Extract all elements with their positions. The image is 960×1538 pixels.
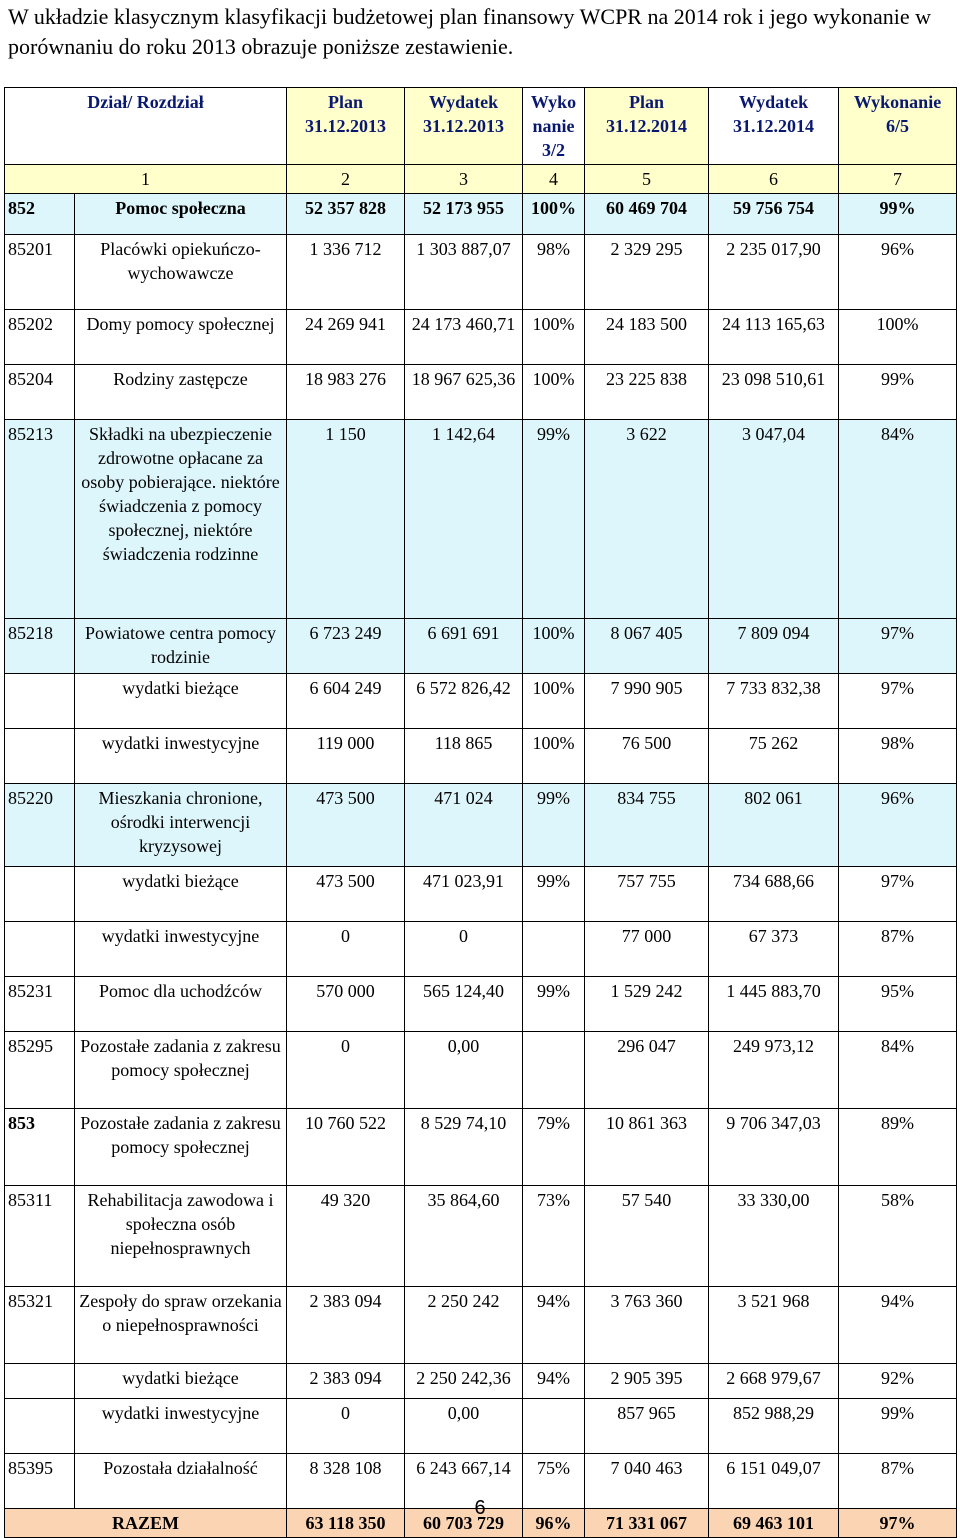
intro-paragraph: W układzie klasycznym klasyfikacji budżetowej plan finansowy WCPR na 2014 rok i jego wykonanie w porównaniu do roku 2013 obrazuje poniższe zestawienie.: [8, 4, 931, 59]
plan-2013-cell: 1 150: [287, 420, 405, 619]
header-wydatek-2013: [405, 88, 523, 165]
code-cell: [5, 867, 75, 922]
name-cell: Powiatowe centra pomocy rodzinie: [75, 619, 287, 674]
plan-2014-cell: 7 040 463: [585, 1454, 709, 1509]
header-plan-2013: [287, 88, 405, 165]
code-cell: [5, 729, 75, 784]
name-cell: Pozostałe zadania z zakresu pomocy społecznej: [75, 1032, 287, 1109]
wykonanie-6-5-cell: 89%: [839, 1109, 957, 1186]
plan-2014-cell: 7 990 905: [585, 674, 709, 729]
wydatek-2013-cell: 1 303 887,07: [405, 235, 523, 310]
plan-2014-cell: 57 540: [585, 1186, 709, 1287]
page-number: 6: [474, 1497, 486, 1519]
wykonanie-3-2-cell: 73%: [523, 1186, 585, 1287]
wykonanie-6-5-cell: 92%: [839, 1364, 957, 1399]
column-number: 1: [5, 165, 287, 194]
wykonanie-6-5-cell: 96%: [839, 235, 957, 310]
budget-table: [4, 87, 957, 1538]
plan-2013-cell: 1 336 712: [287, 235, 405, 310]
wydatek-2013-cell: 6 572 826,42: [405, 674, 523, 729]
code-cell: 85218: [5, 619, 75, 674]
plan-2013-cell: 2 383 094: [287, 1364, 405, 1399]
table-row: [5, 1399, 957, 1454]
table-row: [5, 922, 957, 977]
wydatek-2013-cell: 52 173 955: [405, 194, 523, 235]
wykonanie-6-5-cell: 100%: [839, 310, 957, 365]
name-cell: wydatki bieżące: [75, 674, 287, 729]
header-line: nanie: [532, 116, 575, 136]
wykonanie-6-5-cell: 94%: [839, 1287, 957, 1364]
code-cell: 85202: [5, 310, 75, 365]
table-row: [5, 784, 957, 867]
code-cell: 85295: [5, 1032, 75, 1109]
wykonanie-3-2-cell: 100%: [523, 194, 585, 235]
plan-2014-cell: 2 329 295: [585, 235, 709, 310]
table-row: [5, 194, 957, 235]
header-line: Wydatek: [738, 92, 809, 112]
table-row: [5, 420, 957, 619]
plan-2013-cell: 10 760 522: [287, 1109, 405, 1186]
wykonanie-6-5-cell: 97%: [839, 619, 957, 674]
code-cell: [5, 1364, 75, 1399]
wykonanie-3-2-cell: 100%: [523, 619, 585, 674]
table-row: [5, 235, 957, 310]
header-row: [5, 88, 957, 165]
wykonanie-3-2-cell: [523, 1399, 585, 1454]
wykonanie-3-2-cell: 79%: [523, 1109, 585, 1186]
name-cell: Pozostałe zadania z zakresu pomocy społecznej: [75, 1109, 287, 1186]
code-cell: 85204: [5, 365, 75, 420]
wydatek-2014-cell: 3 521 968: [709, 1287, 839, 1364]
wydatek-2013-cell: 6 691 691: [405, 619, 523, 674]
table-row: [5, 1287, 957, 1364]
plan-2013-cell: 24 269 941: [287, 310, 405, 365]
total-wykonanie-6-5: 97%: [839, 1509, 957, 1538]
wykonanie-6-5-cell: 87%: [839, 922, 957, 977]
plan-2014-cell: 857 965: [585, 1399, 709, 1454]
wydatek-2014-cell: 6 151 049,07: [709, 1454, 839, 1509]
code-cell: [5, 674, 75, 729]
wykonanie-3-2-cell: 94%: [523, 1364, 585, 1399]
plan-2014-cell: 757 755: [585, 867, 709, 922]
header-line: 31.12.2014: [606, 116, 688, 136]
column-number: 3: [405, 165, 523, 194]
plan-2014-cell: 8 067 405: [585, 619, 709, 674]
code-cell: 85220: [5, 784, 75, 867]
wydatek-2013-cell: 8 529 74,10: [405, 1109, 523, 1186]
plan-2013-cell: 52 357 828: [287, 194, 405, 235]
plan-2014-cell: 60 469 704: [585, 194, 709, 235]
code-cell: 85231: [5, 977, 75, 1032]
name-cell: Zespoły do spraw orzekania o niepełnosprawności: [75, 1287, 287, 1364]
wydatek-2014-cell: 67 373: [709, 922, 839, 977]
wydatek-2013-cell: 0,00: [405, 1032, 523, 1109]
name-cell: wydatki bieżące: [75, 867, 287, 922]
total-plan-2014: 71 331 067: [585, 1509, 709, 1538]
wydatek-2014-cell: 7 809 094: [709, 619, 839, 674]
plan-2013-cell: 18 983 276: [287, 365, 405, 420]
wydatek-2013-cell: 24 173 460,71: [405, 310, 523, 365]
code-cell: [5, 922, 75, 977]
code-cell: 85395: [5, 1454, 75, 1509]
plan-2013-cell: 0: [287, 1032, 405, 1109]
table-row: [5, 365, 957, 420]
table-row: [5, 619, 957, 674]
plan-2013-cell: 8 328 108: [287, 1454, 405, 1509]
table-row: [5, 1364, 957, 1399]
name-cell: Mieszkania chronione, ośrodki interwencji kryzysowej: [75, 784, 287, 867]
wydatek-2013-cell: 1 142,64: [405, 420, 523, 619]
wydatek-2014-cell: 802 061: [709, 784, 839, 867]
plan-2013-cell: 6 723 249: [287, 619, 405, 674]
wydatek-2014-cell: 2 235 017,90: [709, 235, 839, 310]
wydatek-2013-cell: 0: [405, 922, 523, 977]
header-line: Wykonanie: [853, 92, 942, 112]
wydatek-2014-cell: 24 113 165,63: [709, 310, 839, 365]
total-wydatek-2014: 69 463 101: [709, 1509, 839, 1538]
code-cell: 85213: [5, 420, 75, 619]
plan-2013-cell: 2 383 094: [287, 1287, 405, 1364]
name-cell: Pozostała działalność: [75, 1454, 287, 1509]
name-cell: Domy pomocy społecznej: [75, 310, 287, 365]
wykonanie-6-5-cell: 97%: [839, 674, 957, 729]
name-cell: Składki na ubezpieczenie zdrowotne opłacane za osoby pobierające. niektóre świadczenia z pomocy społecznej, niektóre świadczenia rodzinne: [75, 420, 287, 619]
header-plan-2014: [585, 88, 709, 165]
wydatek-2013-cell: 565 124,40: [405, 977, 523, 1032]
name-cell: Pomoc społeczna: [75, 194, 287, 235]
header-line: 31.12.2013: [423, 116, 505, 136]
header-line: Plan: [629, 92, 665, 112]
total-label: RAZEM: [5, 1509, 287, 1538]
name-cell: Placówki opiekuńczo-wychowawcze: [75, 235, 287, 310]
wykonanie-6-5-cell: 98%: [839, 729, 957, 784]
column-number: 4: [523, 165, 585, 194]
header-line: Wyko: [530, 92, 577, 112]
header-wykonanie-6-5: [839, 88, 957, 165]
plan-2014-cell: 296 047: [585, 1032, 709, 1109]
column-number: 7: [839, 165, 957, 194]
wykonanie-3-2-cell: [523, 922, 585, 977]
header-line: 3/2: [542, 140, 566, 160]
wykonanie-6-5-cell: 99%: [839, 365, 957, 420]
wydatek-2014-cell: 75 262: [709, 729, 839, 784]
wykonanie-6-5-cell: 84%: [839, 420, 957, 619]
total-wydatek-2013: 60 703 729: [405, 1509, 523, 1538]
wykonanie-3-2-cell: 94%: [523, 1287, 585, 1364]
wykonanie-6-5-cell: 96%: [839, 784, 957, 867]
wydatek-2014-cell: 23 098 510,61: [709, 365, 839, 420]
header-line: Wydatek: [428, 92, 499, 112]
wykonanie-3-2-cell: 99%: [523, 867, 585, 922]
plan-2014-cell: 834 755: [585, 784, 709, 867]
code-cell: 85201: [5, 235, 75, 310]
header-wykonanie-3-2: [523, 88, 585, 165]
table-row: [5, 867, 957, 922]
plan-2014-cell: 10 861 363: [585, 1109, 709, 1186]
wydatek-2014-cell: 2 668 979,67: [709, 1364, 839, 1399]
code-cell: 85311: [5, 1186, 75, 1287]
total-plan-2013: 63 118 350: [287, 1509, 405, 1538]
wydatek-2013-cell: 18 967 625,36: [405, 365, 523, 420]
wydatek-2013-cell: 6 243 667,14: [405, 1454, 523, 1509]
name-cell: wydatki bieżące: [75, 1364, 287, 1399]
header-dzial-rozdzial: Dział/ Rozdział: [5, 88, 287, 165]
wykonanie-6-5-cell: 97%: [839, 867, 957, 922]
wydatek-2014-cell: 734 688,66: [709, 867, 839, 922]
plan-2013-cell: 6 604 249: [287, 674, 405, 729]
wydatek-2014-cell: 852 988,29: [709, 1399, 839, 1454]
wydatek-2014-cell: 59 756 754: [709, 194, 839, 235]
table-row: [5, 977, 957, 1032]
header-line: 31.12.2013: [305, 116, 387, 136]
wydatek-2013-cell: 471 024: [405, 784, 523, 867]
name-cell: Rehabilitacja zawodowa i społeczna osób niepełnosprawnych: [75, 1186, 287, 1287]
plan-2014-cell: 2 905 395: [585, 1364, 709, 1399]
header-line: 6/5: [886, 116, 910, 136]
plan-2013-cell: 473 500: [287, 784, 405, 867]
table-row: [5, 310, 957, 365]
wykonanie-6-5-cell: 99%: [839, 194, 957, 235]
wykonanie-3-2-cell: 99%: [523, 420, 585, 619]
header-line: Plan: [328, 92, 364, 112]
plan-2013-cell: 0: [287, 922, 405, 977]
name-cell: wydatki inwestycyjne: [75, 1399, 287, 1454]
plan-2013-cell: 570 000: [287, 977, 405, 1032]
name-cell: Pomoc dla uchodźców: [75, 977, 287, 1032]
header-wydatek-2014: [709, 88, 839, 165]
plan-2014-cell: 76 500: [585, 729, 709, 784]
wydatek-2014-cell: 3 047,04: [709, 420, 839, 619]
wykonanie-3-2-cell: 100%: [523, 310, 585, 365]
wykonanie-3-2-cell: 98%: [523, 235, 585, 310]
plan-2014-cell: 77 000: [585, 922, 709, 977]
name-cell: wydatki inwestycyjne: [75, 922, 287, 977]
wykonanie-3-2-cell: 100%: [523, 365, 585, 420]
plan-2014-cell: 1 529 242: [585, 977, 709, 1032]
column-number: 6: [709, 165, 839, 194]
plan-2013-cell: 473 500: [287, 867, 405, 922]
plan-2014-cell: 24 183 500: [585, 310, 709, 365]
code-cell: 852: [5, 194, 75, 235]
wydatek-2014-cell: 249 973,12: [709, 1032, 839, 1109]
wykonanie-6-5-cell: 87%: [839, 1454, 957, 1509]
wykonanie-3-2-cell: 100%: [523, 729, 585, 784]
name-cell: Rodziny zastępcze: [75, 365, 287, 420]
wykonanie-3-2-cell: 75%: [523, 1454, 585, 1509]
code-cell: 853: [5, 1109, 75, 1186]
table-row: [5, 674, 957, 729]
wykonanie-6-5-cell: 84%: [839, 1032, 957, 1109]
wykonanie-3-2-cell: 100%: [523, 674, 585, 729]
wydatek-2014-cell: 7 733 832,38: [709, 674, 839, 729]
table-row: [5, 729, 957, 784]
wykonanie-6-5-cell: 99%: [839, 1399, 957, 1454]
wydatek-2013-cell: 0,00: [405, 1399, 523, 1454]
column-number-row: [5, 165, 957, 194]
wykonanie-6-5-cell: 58%: [839, 1186, 957, 1287]
wydatek-2014-cell: 9 706 347,03: [709, 1109, 839, 1186]
wykonanie-3-2-cell: [523, 1032, 585, 1109]
header-line: 31.12.2014: [733, 116, 815, 136]
plan-2013-cell: 0: [287, 1399, 405, 1454]
wykonanie-3-2-cell: 99%: [523, 784, 585, 867]
wydatek-2014-cell: 1 445 883,70: [709, 977, 839, 1032]
table-row: [5, 1109, 957, 1186]
table-row: [5, 1186, 957, 1287]
column-number: 2: [287, 165, 405, 194]
plan-2014-cell: 3 622: [585, 420, 709, 619]
table-row: [5, 1032, 957, 1109]
code-cell: 85321: [5, 1287, 75, 1364]
wykonanie-6-5-cell: 95%: [839, 977, 957, 1032]
wydatek-2014-cell: 33 330,00: [709, 1186, 839, 1287]
wydatek-2013-cell: 2 250 242: [405, 1287, 523, 1364]
plan-2014-cell: 3 763 360: [585, 1287, 709, 1364]
wydatek-2013-cell: 35 864,60: [405, 1186, 523, 1287]
code-cell: [5, 1399, 75, 1454]
name-cell: wydatki inwestycyjne: [75, 729, 287, 784]
wydatek-2013-cell: 118 865: [405, 729, 523, 784]
plan-2013-cell: 119 000: [287, 729, 405, 784]
plan-2013-cell: 49 320: [287, 1186, 405, 1287]
column-number: 5: [585, 165, 709, 194]
wydatek-2013-cell: 471 023,91: [405, 867, 523, 922]
wykonanie-3-2-cell: 99%: [523, 977, 585, 1032]
total-wykonanie-3-2: 96%: [523, 1509, 585, 1538]
plan-2014-cell: 23 225 838: [585, 365, 709, 420]
wydatek-2013-cell: 2 250 242,36: [405, 1364, 523, 1399]
